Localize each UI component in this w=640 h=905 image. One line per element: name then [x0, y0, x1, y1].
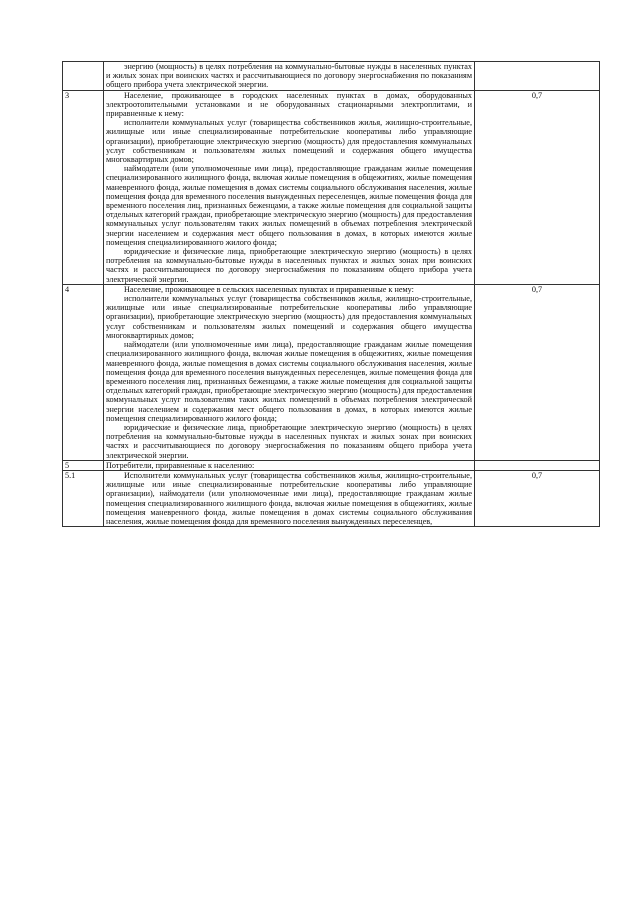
tariff-table	[62, 61, 600, 527]
row-number	[63, 62, 104, 91]
description-paragraph: Население, проживающее в сельских населенных пунктах и приравненные к нему:	[124, 284, 414, 294]
table-row	[63, 90, 600, 284]
row-number: 4	[63, 284, 104, 460]
description-paragraph: наймодатели (или уполномоченные ими лица), предоставляющие гражданам жилые помещения специализированного жилищного фонда, включая жилые помещения в общежитиях, жилые помещения маневренного фонда, жилые помещения в домах системы социального обслуживания населения, жилые помещения фонда для временного поселения вынужденных переселенцев, жилые помещения фонда для временного поселения лиц, признанных беженцами, а также жилые помещения для социальной защиты отдельных категорий граждан, приобретающие электрическую энергию (мощность) для предоставления коммунальных услуг пользователям таких жилых помещений в объемах потребления электрической энергии населением и содержания мест общего пользования в домах, в которых имеются жилые помещения специализированного жилого фонда;	[106, 164, 472, 247]
description-paragraph: юридические и физические лица, приобретающие электрическую энергию (мощность) в целях потребления на коммунально-бытовые нужды в населенных пунктах и жилых зонах при воинских частях и рассчитывающиеся по договору энергоснабжения по показаниям общего прибора учета электрической энергии.	[106, 422, 472, 460]
description-paragraph: Население, проживающее в городских населенных пунктах в домах, оборудованных электроотопительными установками и не оборудованных стационарными электроплитами, и приравненные к нему:	[106, 90, 472, 119]
row-description	[104, 470, 475, 526]
row-description	[104, 460, 475, 470]
description-paragraph: исполнители коммунальных услуг (товарищества собственников жилья, жилищно-строительные, жилищные или иные специализированные потребительские кооперативы либо управляющие организации), приобретающие электрическую энергию (мощность) для предоставления коммунальных услуг собственникам и пользователям жилых помещений и содержания общего имущества многоквартирных домов;	[106, 118, 472, 165]
row-number: 5	[63, 460, 104, 470]
row-number: 5.1	[63, 470, 104, 526]
table-row	[63, 62, 600, 91]
description-paragraph: юридические и физические лица, приобретающие электрическую энергию (мощность) в целях потребления на коммунально-бытовые нужды в населенных пунктах и жилых зонах при воинских частях и рассчитывающиеся по договору энергоснабжения по показаниям общего прибора учета электрической энергии.	[106, 247, 472, 284]
row-coefficient: 0,7	[475, 470, 600, 526]
row-coefficient: 0,7	[475, 90, 600, 284]
row-number: 3	[63, 90, 104, 284]
description-paragraph: Потребители, приравненные к населению:	[106, 460, 255, 470]
row-coefficient	[475, 460, 600, 470]
description-paragraph: наймодатели (или уполномоченные ими лица), предоставляющие гражданам жилые помещения специализированного жилищного фонда, включая жилые помещения в общежитиях, жилые помещения маневренного фонда, жилые помещения в домах системы социального обслуживания населения, жилые помещения фонда для временного поселения вынужденных переселенцев, жилые помещения фонда для временного поселения лиц, признанных беженцами, а также жилые помещения для социальной защиты отдельных категорий граждан, приобретающие электрическую энергию (мощность) для предоставления коммунальных услуг пользователям таких жилых помещений в объемах потребления электрической энергии населением и содержания мест общего пользования в домах, в которых имеются жилые помещения специализированного жилого фонда;	[106, 340, 472, 423]
table-body	[63, 62, 600, 527]
description-paragraph: энергию (мощность) в целях потребления на коммунально-бытовые нужды в населенных пунктах и жилых зонах при воинских частях и рассчитывающиеся по договору энергоснабжения по показаниям общего прибора учета электрической энергии.	[106, 62, 472, 90]
row-coefficient	[475, 62, 600, 91]
table-row	[63, 470, 600, 526]
row-description	[104, 284, 475, 460]
table-row	[63, 284, 600, 460]
description-paragraph: исполнители коммунальных услуг (товарищества собственников жилья, жилищно-строительные, жилищные или иные специализированные потребительские кооперативы либо управляющие организации), приобретающие электрическую энергию (мощность) для предоставления коммунальных услуг собственникам и пользователям жилых помещений и содержания общего имущества многоквартирных домов;	[106, 294, 472, 340]
row-coefficient: 0,7	[475, 284, 600, 460]
description-paragraph: Исполнители коммунальных услуг (товарищества собственников жилья, жилищно-строительные, жилищные или иные специализированные потребительские кооперативы либо управляющие организации), наймодатели (или уполномоченные ими лица), предоставляющие гражданам жилые помещения специализированного жилищного фонда, включая жилые помещения в общежитиях, жилые помещения маневренного фонда, жилые помещения в домах системы социального обслуживания населения, жилые помещения фонда для временного поселения вынужденных переселенцев,	[106, 470, 472, 526]
row-description	[104, 90, 475, 284]
row-description	[104, 62, 475, 91]
table-row	[63, 460, 600, 470]
